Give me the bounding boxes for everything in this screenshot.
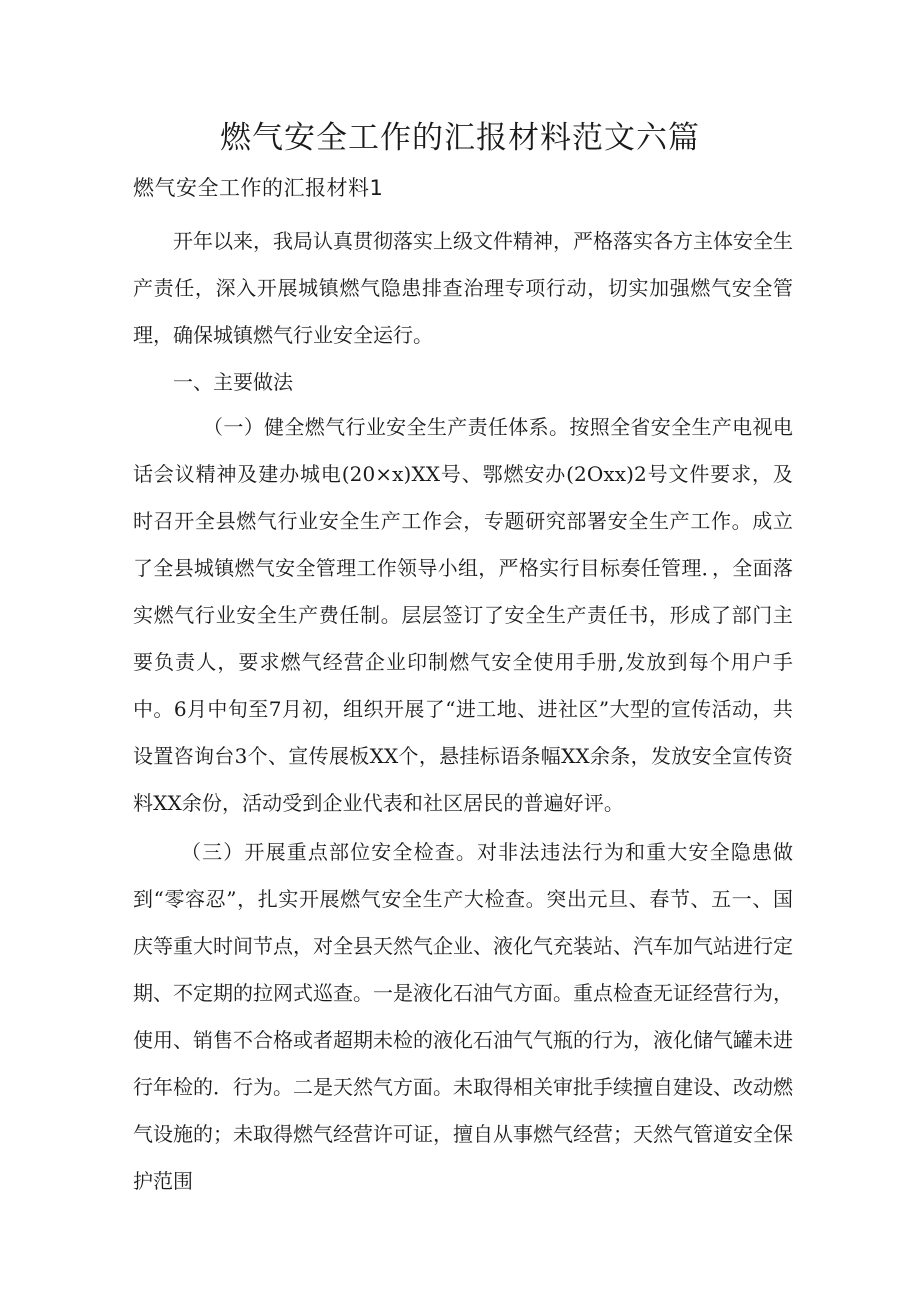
section-heading: 燃气安全工作的汇报材料1 (133, 176, 384, 200)
paragraph-responsibility-system: （一）健全燃气行业安全生产责任体系。按照全省安全生产电视电话会议精神及建办城电(20×x)XX号、鄂燃安办(2Oxx)2号文件要求，及时召开全县燃气行业安全生产工作会，专题研究部署安全生产工作。成立了全县城镇燃气安全管理工作领导小组，严格实行目标奏任管理．，全面落实燃气行业安全生产费任制。层层签订了安全生产责任书，形成了部门主要负责人，要求燃气经营企业印制燃气安全使用手册,发放到每个用户手中。6月中旬至7月初，组织开展了“进工地、进社区”大型的宣传活动，共设置咨询台3个、宣传展板XX个，悬挂标语条幅XX余条，发放安全宣传资料XX余份，活动受到企业代表和社区居民的普遍好评。 (133, 415, 793, 815)
paragraph-intro: 开年以来，我局认真贯彻落实上级文件精神，严格落实各方主体安全生产责任，深入开展城镇燃气隐患排查治理专项行动，切实加强燃气安全管理，确保城镇燃气行业安全运行。 (133, 229, 793, 347)
document-title: 燃气安全工作的汇报材料范文六篇 (220, 120, 700, 156)
paragraph-safety-inspection: （三）开展重点部位安全检查。对非法违法行为和重大安全隐患做到“零容忍”，扎实开展燃气安全生产大检查。突出元旦、春节、五一、国庆等重大时间节点，对全县天然气企业、液化气充装站、汽车加气站进行定期、不定期的拉网式巡查。一是液化石油气方面。重点检查无证经营行为，使用、销售不合格或者超期未检的液化石油气气瓶的行为，液化储气罐未进行年检的．行为。二是天然气方面。未取得相关审批手续擅自建设、改动燃气设施的；未取得燃气经营许可证，擅自从事燃气经营；天然气管道安全保护范围 (133, 840, 793, 1193)
paragraph-main-practices-heading: 一、主要做法 (173, 370, 293, 394)
